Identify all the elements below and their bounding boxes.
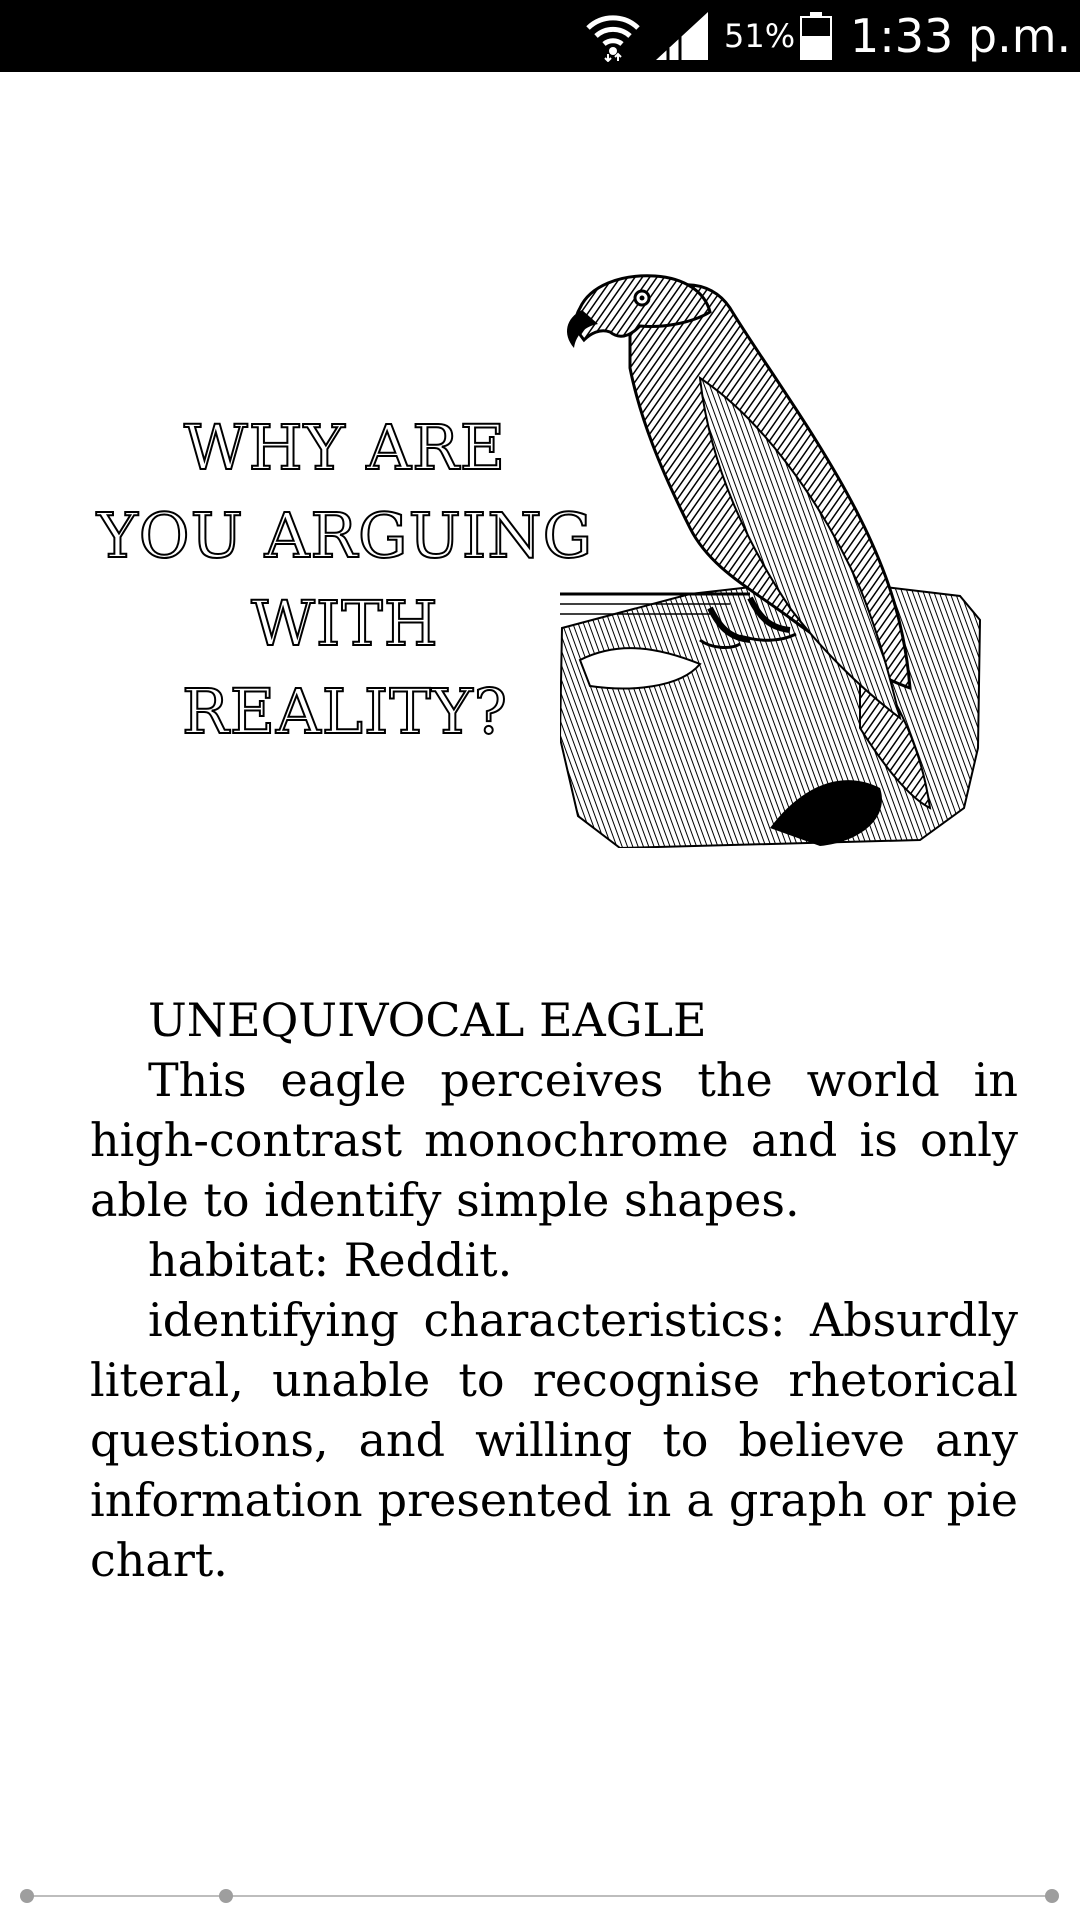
progress-start-marker[interactable] — [20, 1889, 34, 1903]
progress-end-marker[interactable] — [1045, 1889, 1059, 1903]
entry-habitat: habitat: Reddit. — [148, 1233, 513, 1287]
status-bar — [0, 0, 1080, 72]
title-line: WITH — [251, 587, 439, 660]
cellular-signal-icon — [656, 12, 708, 60]
wifi-icon — [584, 8, 642, 62]
battery-percentage: 51% — [724, 17, 796, 55]
progress-position-marker[interactable] — [219, 1889, 233, 1903]
entry-description: This eagle perceives the world in high-contrast monochrome and is only able to identify simple shapes. — [90, 1053, 1018, 1227]
battery-icon — [800, 12, 832, 60]
reading-progress-track[interactable] — [26, 1895, 1054, 1897]
entry-characteristics: identifying characteristics: Absurdly literal, unable to recognise rhetorical questions, and willing to believe any information presented in a graph or pie chart. — [90, 1293, 1018, 1587]
title-line: WHY ARE — [183, 411, 507, 484]
page-title — [70, 404, 620, 756]
field-guide-entry — [90, 990, 1018, 1590]
title-line: REALITY? — [182, 675, 508, 748]
status-clock: 1:33 p.m. — [850, 9, 1072, 63]
title-line: YOU ARGUING — [96, 499, 594, 572]
entry-heading: UNEQUIVOCAL EAGLE — [148, 993, 707, 1047]
eagle-illustration — [560, 268, 985, 848]
